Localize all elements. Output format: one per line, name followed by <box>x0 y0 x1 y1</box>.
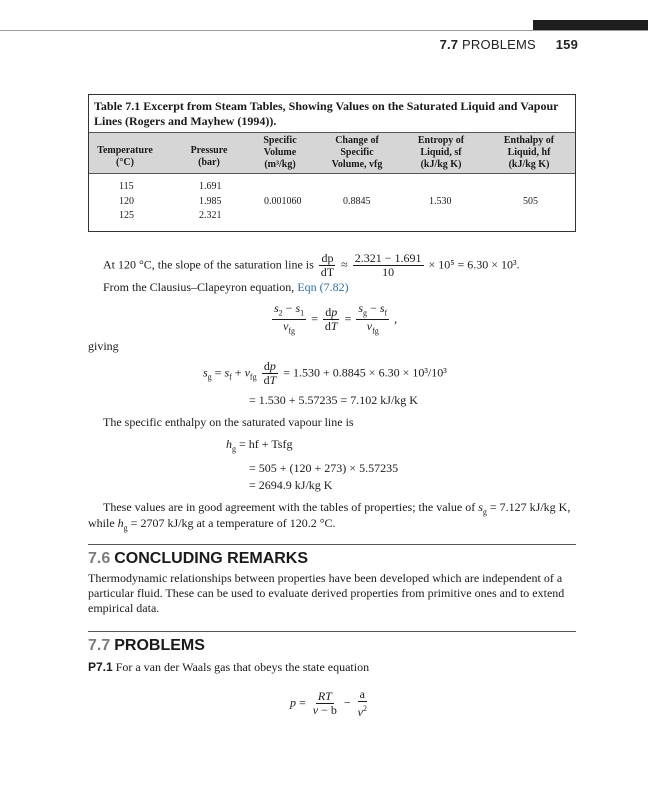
header-change-volume: Change of Specific Volume, vfg <box>331 135 383 170</box>
table-cell-pressure: 2.321 <box>199 210 222 221</box>
clapeyron-equation: $\frac{s_2 - s_1}{v_{fg}}$ = $\frac{dp}{dT}$ = $\frac{s_g - s_f}{v_{fg}}$ , <box>274 301 398 336</box>
page-number: 159 <box>555 37 578 52</box>
hg-result: = 2694.9 kJ/kg K <box>249 478 333 492</box>
sg-equation: $s_g = s_f + v_{fg}$ $\frac{dp}{dT}$ = 1.530 + 0.8845 × 6.30 × 10³/10³ <box>203 359 447 387</box>
table-cell-entropy: 1.530 <box>429 196 452 207</box>
table-cell-pressure: 1.691 <box>199 181 222 192</box>
agreement-line-1: These values are in good agreement with the tables of properties; the value of $s_g = 7.127$ kJ/kg K, <box>103 500 571 517</box>
problem-7-1: P7.1 For a van der Waals gas that obeys the state equation <box>88 660 370 674</box>
concluding-remarks: Thermodynamic relationships between properties have been developed which are independent of a particular fluid. These can be used to evaluate derived properties from primitive ones and to extend empirical data. <box>88 571 565 615</box>
table-cell-enthalpy: 505 <box>523 196 538 207</box>
section-rule <box>88 544 576 545</box>
sg-result: = 1.530 + 5.57235 = 7.102 kJ/kg K <box>249 393 418 407</box>
steam-table <box>88 94 576 232</box>
problem-label: P7.1 <box>88 660 113 674</box>
section-heading-7-7: 7.7 PROBLEMS <box>88 637 205 654</box>
table-cell-volume: 0.001060 <box>264 196 302 207</box>
equation-link[interactable]: Eqn (7.82) <box>297 280 349 294</box>
clausius-clapeyron-line: From the Clausius–Clapeyron equation, Eqn (7.82) <box>103 280 349 294</box>
header-temperature: Temperature (°C) <box>97 145 153 168</box>
table-cell-temp: 120 <box>119 196 134 207</box>
header-pressure: Pressure (bar) <box>190 145 228 168</box>
giving-text: giving <box>88 339 119 353</box>
table-caption: Table 7.1 Excerpt from Steam Tables, Showing Values on the Saturated Liquid and Vapour Lines (Rogers and Mayhew (1994)). <box>94 99 559 128</box>
header-rule <box>0 30 648 31</box>
agreement-line-2: while $h_g = 2707$ kJ/kg at a temperature of 120.2 °C. <box>88 516 336 533</box>
table-cell-temp: 115 <box>119 181 134 192</box>
table-cell-change: 0.8845 <box>343 196 371 207</box>
section-rule <box>88 631 576 632</box>
running-head-section: 7.7 <box>439 37 459 52</box>
slope-line: At 120 °C, the slope of the saturation line is $\frac{dp}{dT}$ ≈ $\frac{2.321 - 1.691}{10}$ × 10⁵ = 6.30 × 10³. <box>103 251 520 279</box>
running-head <box>440 37 578 52</box>
table-cell-pressure: 1.985 <box>199 196 222 207</box>
van-der-waals-equation: p = $\frac{RT}{v - b}$ − $\frac{a}{v^2}$ <box>290 687 367 719</box>
header-enthalpy: Enthalpy of Liquid, hf (kJ/kg K) <box>503 135 555 170</box>
header-specific-volume: Specific Volume (m³/kg) <box>263 135 297 170</box>
enthalpy-intro: The specific enthalpy on the saturated vapour line is <box>103 415 354 429</box>
running-head-title: PROBLEMS <box>462 37 536 52</box>
section-heading-7-6: 7.6 CONCLUDING REMARKS <box>88 550 309 567</box>
hg-step: = 505 + (120 + 273) × 5.57235 <box>249 461 399 475</box>
table-cell-temp: 125 <box>119 210 134 221</box>
hg-equation: $h_g$ = hf + Tsfg <box>226 437 293 454</box>
table-header-row <box>89 132 575 174</box>
header-entropy: Entropy of Liquid, sf (kJ/kg K) <box>417 135 465 170</box>
